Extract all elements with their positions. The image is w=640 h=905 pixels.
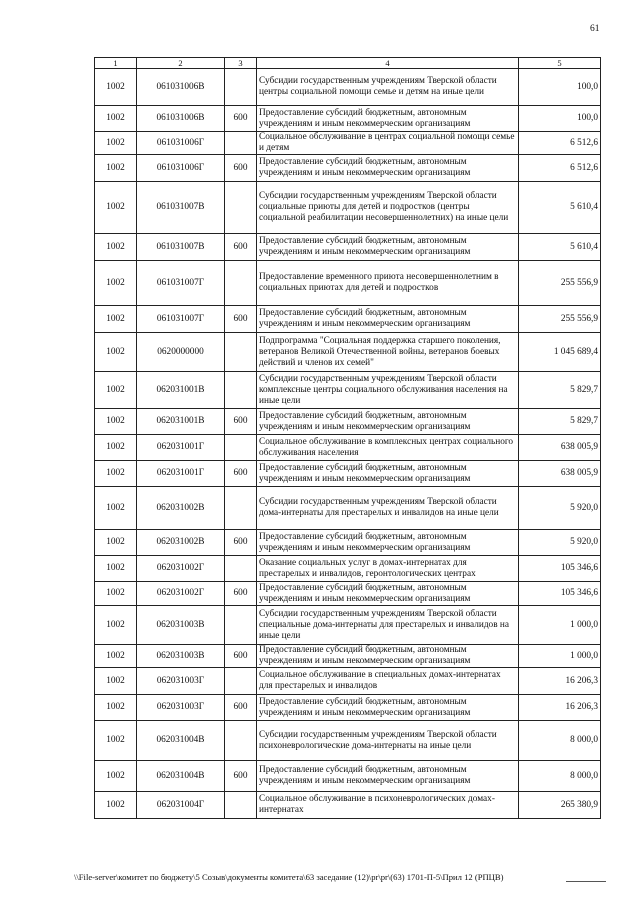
expense-type-cell: 600: [225, 409, 257, 435]
table-row: [95, 695, 601, 721]
amount-cell: 265 380,9: [519, 792, 601, 819]
target-article-cell: 061031006Г: [137, 155, 225, 182]
expense-type-cell: 600: [225, 761, 257, 792]
table-row: [95, 155, 601, 182]
amount-cell: 6 512,6: [519, 155, 601, 182]
description-cell: Предоставление субсидий бюджетным, автономным учреждениям и иным некоммерческим организациям: [257, 106, 519, 132]
description-cell: Предоставление субсидий бюджетным, автономным учреждениям и иным некоммерческим организациям: [257, 155, 519, 182]
description-cell: Предоставление субсидий бюджетным, автономным учреждениям и иным некоммерческим организациям: [257, 695, 519, 721]
amount-cell: 638 005,9: [519, 461, 601, 487]
table-row: [95, 333, 601, 372]
target-article-cell: 061031006Г: [137, 132, 225, 155]
expense-type-cell: [225, 182, 257, 234]
section-code-cell: 1002: [95, 234, 137, 261]
expense-type-cell: [225, 721, 257, 761]
amount-cell: 5 610,4: [519, 234, 601, 261]
target-article-cell: 0620000000: [137, 333, 225, 372]
amount-cell: 5 920,0: [519, 487, 601, 530]
expense-type-cell: 600: [225, 234, 257, 261]
expense-type-cell: 600: [225, 695, 257, 721]
description-cell: Предоставление субсидий бюджетным, автономным учреждениям и иным некоммерческим организациям: [257, 582, 519, 606]
description-cell: Субсидии государственным учреждениям Тверской области социальные приюты для детей и подростков (центры социальной реабилитации несовершеннолетних) на иные цели: [257, 182, 519, 234]
expense-type-cell: 600: [225, 306, 257, 333]
header-col-5: 5: [519, 58, 601, 69]
amount-cell: 638 005,9: [519, 435, 601, 461]
target-article-cell: 061031006В: [137, 106, 225, 132]
table-header-row: [95, 58, 601, 69]
section-code-cell: 1002: [95, 721, 137, 761]
table-row: [95, 261, 601, 306]
section-code-cell: 1002: [95, 530, 137, 556]
expense-type-cell: [225, 435, 257, 461]
amount-cell: 5 920,0: [519, 530, 601, 556]
description-cell: Субсидии государственным учреждениям Тверской области дома-интернаты для престарелых и инвалидов на иные цели: [257, 487, 519, 530]
section-code-cell: 1002: [95, 792, 137, 819]
table-row: [95, 721, 601, 761]
table-row: [95, 761, 601, 792]
section-code-cell: 1002: [95, 182, 137, 234]
description-cell: Социальное обслуживание в комплексных центрах социального обслуживания населения: [257, 435, 519, 461]
section-code-cell: 1002: [95, 582, 137, 606]
description-cell: Социальное обслуживание в центрах социальной помощи семье и детям: [257, 132, 519, 155]
target-article-cell: 062031002В: [137, 530, 225, 556]
expense-type-cell: [225, 668, 257, 695]
section-code-cell: 1002: [95, 409, 137, 435]
target-article-cell: 061031007Г: [137, 261, 225, 306]
table-row: [95, 461, 601, 487]
target-article-cell: 062031004В: [137, 761, 225, 792]
section-code-cell: 1002: [95, 761, 137, 792]
table-row: [95, 182, 601, 234]
expense-type-cell: 600: [225, 155, 257, 182]
section-code-cell: 1002: [95, 668, 137, 695]
amount-cell: 5 829,7: [519, 372, 601, 409]
table-row: [95, 435, 601, 461]
target-article-cell: 062031002Г: [137, 556, 225, 582]
description-cell: Предоставление субсидий бюджетным, автономным учреждениям и иным некоммерческим организациям: [257, 234, 519, 261]
amount-cell: 1 000,0: [519, 645, 601, 668]
section-code-cell: 1002: [95, 261, 137, 306]
expense-type-cell: 600: [225, 582, 257, 606]
amount-cell: 8 000,0: [519, 761, 601, 792]
description-cell: Социальное обслуживание в психоневрологических домах-интернатах: [257, 792, 519, 819]
table-row: [95, 372, 601, 409]
description-cell: Оказание социальных услуг в домах-интернатах для престарелых и инвалидов, геронтологических центрах: [257, 556, 519, 582]
expense-type-cell: [225, 792, 257, 819]
description-cell: Предоставление субсидий бюджетным, автономным учреждениям и иным некоммерческим организациям: [257, 645, 519, 668]
section-code-cell: 1002: [95, 306, 137, 333]
target-article-cell: 062031003Г: [137, 695, 225, 721]
target-article-cell: 061031007В: [137, 234, 225, 261]
amount-cell: 5 610,4: [519, 182, 601, 234]
expense-type-cell: [225, 69, 257, 106]
header-col-3: 3: [225, 58, 257, 69]
table-row: [95, 306, 601, 333]
expense-type-cell: [225, 132, 257, 155]
expense-type-cell: [225, 261, 257, 306]
amount-cell: 1 000,0: [519, 606, 601, 645]
expense-type-cell: [225, 556, 257, 582]
expense-type-cell: 600: [225, 645, 257, 668]
section-code-cell: 1002: [95, 695, 137, 721]
table-row: [95, 556, 601, 582]
section-code-cell: 1002: [95, 461, 137, 487]
table-row: [95, 106, 601, 132]
description-cell: Субсидии государственным учреждениям Тверской области специальные дома-интернаты для престарелых и инвалидов на иные цели: [257, 606, 519, 645]
target-article-cell: 062031003В: [137, 606, 225, 645]
table-row: [95, 69, 601, 106]
footer-rule: [566, 881, 606, 882]
amount-cell: 5 829,7: [519, 409, 601, 435]
amount-cell: 16 206,3: [519, 695, 601, 721]
description-cell: Субсидии государственным учреждениям Тверской области центры социальной помощи семье и детям на иные цели: [257, 69, 519, 106]
table-row: [95, 234, 601, 261]
target-article-cell: 061031007Г: [137, 306, 225, 333]
amount-cell: 100,0: [519, 106, 601, 132]
target-article-cell: 062031001Г: [137, 435, 225, 461]
expense-type-cell: [225, 333, 257, 372]
description-cell: Подпрограмма "Социальная поддержка старшего поколения, ветеранов Великой Отечественной войны, ветеранов боевых действий и членов их семей": [257, 333, 519, 372]
amount-cell: 6 512,6: [519, 132, 601, 155]
footer-file-path: \\File-server\комитет по бюджету\5 Созыв\документы комитета\63 заседание (12)\pr\pr\(63) 1701-П-5\Прил 12 (РПЦВ): [74, 872, 504, 882]
amount-cell: 105 346,6: [519, 582, 601, 606]
section-code-cell: 1002: [95, 69, 137, 106]
target-article-cell: 062031004В: [137, 721, 225, 761]
table-row: [95, 792, 601, 819]
table-row: [95, 582, 601, 606]
expense-type-cell: 600: [225, 461, 257, 487]
section-code-cell: 1002: [95, 372, 137, 409]
target-article-cell: 061031007В: [137, 182, 225, 234]
description-cell: Предоставление субсидий бюджетным, автономным учреждениям и иным некоммерческим организациям: [257, 530, 519, 556]
target-article-cell: 062031003В: [137, 645, 225, 668]
target-article-cell: 062031002В: [137, 487, 225, 530]
section-code-cell: 1002: [95, 132, 137, 155]
budget-table: [94, 57, 601, 819]
header-col-2: 2: [137, 58, 225, 69]
expense-type-cell: [225, 606, 257, 645]
amount-cell: 255 556,9: [519, 261, 601, 306]
description-cell: Социальное обслуживание в специальных домах-интернатах для престарелых и инвалидов: [257, 668, 519, 695]
table-row: [95, 645, 601, 668]
description-cell: Субсидии государственным учреждениям Тверской области комплексные центры социального обслуживания населения на иные цели: [257, 372, 519, 409]
target-article-cell: 062031001В: [137, 372, 225, 409]
target-article-cell: 062031001Г: [137, 461, 225, 487]
section-code-cell: 1002: [95, 333, 137, 372]
target-article-cell: 061031006В: [137, 69, 225, 106]
amount-cell: 8 000,0: [519, 721, 601, 761]
description-cell: Предоставление временного приюта несовершеннолетним в социальных приютах для детей и подростков: [257, 261, 519, 306]
expense-type-cell: [225, 487, 257, 530]
section-code-cell: 1002: [95, 487, 137, 530]
description-cell: Предоставление субсидий бюджетным, автономным учреждениям и иным некоммерческим организациям: [257, 761, 519, 792]
target-article-cell: 062031004Г: [137, 792, 225, 819]
table-row: [95, 668, 601, 695]
target-article-cell: 062031002Г: [137, 582, 225, 606]
description-cell: Субсидии государственным учреждениям Тверской области психоневрологические дома-интернаты на иные цели: [257, 721, 519, 761]
section-code-cell: 1002: [95, 556, 137, 582]
header-col-1: 1: [95, 58, 137, 69]
table-row: [95, 606, 601, 645]
description-cell: Предоставление субсидий бюджетным, автономным учреждениям и иным некоммерческим организациям: [257, 461, 519, 487]
target-article-cell: 062031003Г: [137, 668, 225, 695]
amount-cell: 100,0: [519, 69, 601, 106]
target-article-cell: 062031001В: [137, 409, 225, 435]
description-cell: Предоставление субсидий бюджетным, автономным учреждениям и иным некоммерческим организациям: [257, 409, 519, 435]
section-code-cell: 1002: [95, 606, 137, 645]
section-code-cell: 1002: [95, 435, 137, 461]
section-code-cell: 1002: [95, 155, 137, 182]
table-row: [95, 530, 601, 556]
section-code-cell: 1002: [95, 645, 137, 668]
table-row: [95, 487, 601, 530]
table-row: [95, 132, 601, 155]
amount-cell: 105 346,6: [519, 556, 601, 582]
header-col-4: 4: [257, 58, 519, 69]
amount-cell: 16 206,3: [519, 668, 601, 695]
amount-cell: 1 045 689,4: [519, 333, 601, 372]
amount-cell: 255 556,9: [519, 306, 601, 333]
expense-type-cell: 600: [225, 106, 257, 132]
section-code-cell: 1002: [95, 106, 137, 132]
expense-type-cell: 600: [225, 530, 257, 556]
page-number: 61: [590, 24, 600, 34]
expense-type-cell: [225, 372, 257, 409]
description-cell: Предоставление субсидий бюджетным, автономным учреждениям и иным некоммерческим организациям: [257, 306, 519, 333]
table-row: [95, 409, 601, 435]
